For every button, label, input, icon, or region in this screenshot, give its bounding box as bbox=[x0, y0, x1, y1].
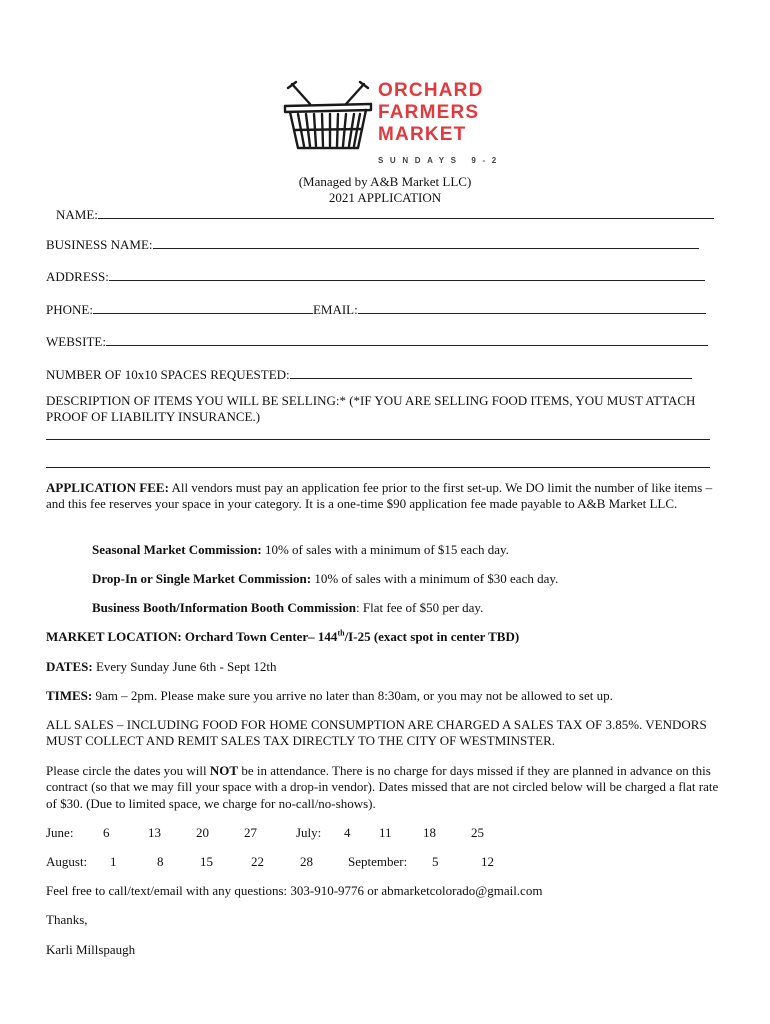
email-label: EMAIL: bbox=[312, 302, 358, 317]
website-field[interactable] bbox=[106, 334, 708, 346]
contact-line: Feel free to call/text/email with any questions: 303-910-9776 or abmarketcolorado@gmail.com bbox=[46, 883, 543, 898]
sales-tax-notice: ALL SALES – INCLUDING FOOD FOR HOME CONSUMPTION ARE CHARGED A SALES TAX OF 3.85%. VENDORS MUST COLLECT AND REMIT SALES TAX DIRECTLY TO THE CITY OF WESTMINSTER. bbox=[46, 717, 707, 749]
date-september-12[interactable]: 12 bbox=[481, 854, 494, 869]
dates-text: Every Sunday June 6th - Sept 12th bbox=[92, 659, 277, 674]
times-label: TIMES: bbox=[46, 688, 93, 703]
spaces-field[interactable] bbox=[290, 367, 692, 379]
phone-label: PHONE: bbox=[46, 302, 93, 317]
times-line bbox=[46, 688, 613, 704]
logo-line-3: MARKET bbox=[378, 124, 467, 145]
dropin-commission-label: Drop-In or Single Market Commission: bbox=[92, 571, 312, 586]
circle-dates-post: be in attendance. There is no charge for days missed if they are planned in advance on this contract (so that we may fill your space with a drop-in vendor). Dates missed that are not circled below will be charged a flat rate of $30. (Due to limited space, we charge for no-call/no-shows). bbox=[46, 763, 719, 811]
booth-commission bbox=[92, 600, 483, 616]
dates-line bbox=[46, 659, 277, 675]
date-july-25[interactable]: 25 bbox=[471, 825, 484, 840]
dropin-commission-text: 10% of sales with a minimum of $30 each day. bbox=[311, 571, 559, 586]
description-line-1[interactable] bbox=[46, 438, 710, 440]
booth-commission-label: Business Booth/Information Booth Commission bbox=[92, 600, 357, 615]
application-title: 2021 APPLICATION bbox=[328, 190, 442, 205]
address-row bbox=[46, 269, 705, 285]
name-field-row bbox=[56, 207, 714, 223]
thanks: Thanks, bbox=[46, 912, 88, 927]
managed-by: (Managed by A&B Market LLC) bbox=[298, 174, 472, 189]
location-superscript: th bbox=[337, 628, 345, 638]
month-label-july: July: bbox=[296, 825, 322, 840]
circle-dates-instructions bbox=[46, 763, 724, 812]
spaces-label: NUMBER OF 10x10 SPACES REQUESTED: bbox=[46, 367, 290, 382]
market-logo bbox=[282, 74, 502, 174]
date-july-18[interactable]: 18 bbox=[423, 825, 436, 840]
date-august-15[interactable]: 15 bbox=[200, 854, 213, 869]
email-field[interactable] bbox=[358, 302, 706, 314]
business-name-field[interactable] bbox=[153, 237, 699, 249]
description-label: DESCRIPTION OF ITEMS YOU WILL BE SELLING:* (*IF YOU ARE SELLING FOOD ITEMS, YOU MUST ATTACH PROOF OF LIABILITY INSURANCE.) bbox=[46, 393, 696, 425]
date-july-11[interactable]: 11 bbox=[379, 825, 392, 840]
seasonal-commission-label: Seasonal Market Commission: bbox=[92, 542, 262, 557]
application-fee-label: APPLICATION FEE: bbox=[46, 480, 169, 495]
market-location bbox=[46, 629, 519, 645]
date-june-20[interactable]: 20 bbox=[196, 825, 209, 840]
month-label-august: August: bbox=[46, 854, 88, 869]
date-june-13[interactable]: 13 bbox=[148, 825, 161, 840]
logo-wordmark bbox=[378, 80, 484, 146]
application-fee-paragraph bbox=[46, 480, 724, 513]
location-label: MARKET LOCATION: Orchard Town Center– 144 bbox=[46, 629, 338, 644]
circle-dates-pre: Please circle the dates you will bbox=[46, 763, 210, 778]
phone-email-row bbox=[46, 302, 706, 318]
month-label-september: September: bbox=[348, 854, 408, 869]
date-august-28[interactable]: 28 bbox=[300, 854, 313, 869]
dates-label: DATES: bbox=[46, 659, 93, 674]
date-june-27[interactable]: 27 bbox=[244, 825, 257, 840]
website-label: WEBSITE: bbox=[46, 334, 106, 349]
date-august-1[interactable]: 1 bbox=[110, 854, 117, 869]
booth-commission-text: : Flat fee of $50 per day. bbox=[356, 600, 484, 615]
times-text: 9am – 2pm. Please make sure you arrive no later than 8:30am, or you may not be allowed to set up. bbox=[92, 688, 613, 703]
business-name-row bbox=[46, 237, 699, 253]
application-fee-text: All vendors must pay an application fee prior to the first set-up. We DO limit the number of like items – and this fee reserves your space in your category. It is a one-time $90 application fee made payable to A&B Market LLC. bbox=[46, 480, 713, 512]
address-field[interactable] bbox=[109, 269, 705, 281]
seasonal-commission bbox=[92, 542, 509, 558]
phone-field[interactable] bbox=[93, 302, 313, 314]
dropin-commission bbox=[92, 571, 558, 587]
date-september-5[interactable]: 5 bbox=[432, 854, 439, 869]
date-august-22[interactable]: 22 bbox=[251, 854, 264, 869]
website-row bbox=[46, 334, 708, 350]
date-august-8[interactable]: 8 bbox=[157, 854, 164, 869]
description-line-2[interactable] bbox=[46, 466, 710, 468]
location-rest: /I-25 (exact spot in center TBD) bbox=[344, 629, 520, 644]
signature: Karli Millspaugh bbox=[46, 942, 136, 957]
logo-line-1: ORCHARD bbox=[378, 80, 484, 101]
logo-tagline: SUNDAYS 9-2 bbox=[378, 156, 503, 165]
logo-line-2: FARMERS bbox=[378, 102, 480, 123]
circle-dates-emph: NOT bbox=[209, 763, 239, 778]
seasonal-commission-text: 10% of sales with a minimum of $15 each day. bbox=[261, 542, 509, 557]
name-field[interactable] bbox=[98, 207, 714, 219]
basket-icon bbox=[282, 74, 374, 156]
date-june-6[interactable]: 6 bbox=[103, 825, 110, 840]
month-label-june: June: bbox=[46, 825, 74, 840]
spaces-row bbox=[46, 367, 692, 383]
business-name-label: BUSINESS NAME: bbox=[46, 237, 153, 252]
date-july-4[interactable]: 4 bbox=[344, 825, 351, 840]
address-label: ADDRESS: bbox=[46, 269, 109, 284]
name-label: NAME: bbox=[56, 207, 98, 222]
